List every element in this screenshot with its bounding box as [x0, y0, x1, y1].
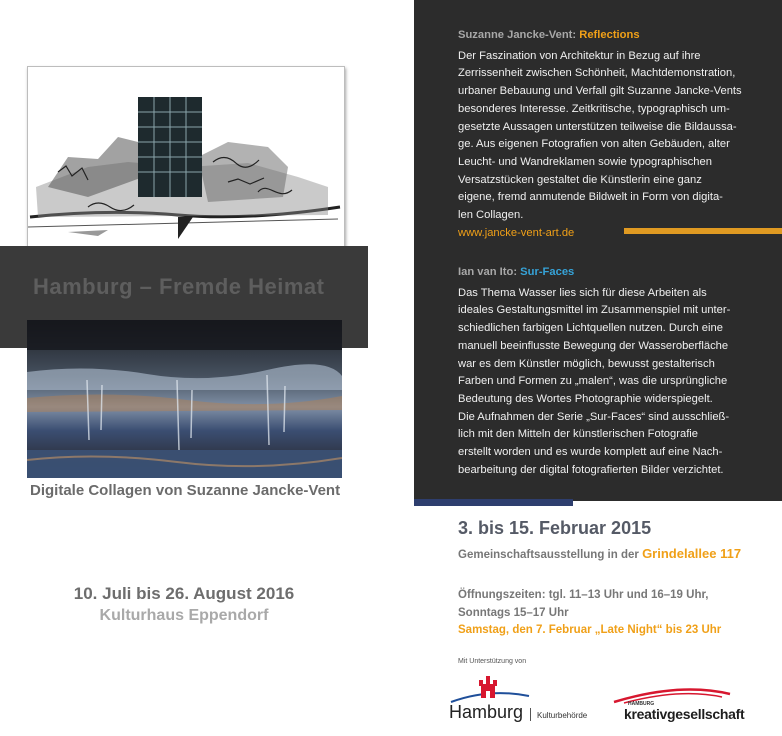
text-line: lich mit den Mitteln der künstlerischen Fotografie — [458, 428, 699, 441]
left-dates: 10. Juli bis 26. August 2016 — [73, 584, 295, 603]
artist2-heading — [458, 264, 743, 282]
kreativgesellschaft-wordmark: kreativgesellschaft — [624, 706, 745, 722]
artist2-block — [458, 264, 743, 479]
support-label: Mit Unterstützung von — [458, 658, 527, 665]
orange-stripe — [624, 228, 782, 234]
location-prefix: Gemeinschaftsausstellung in der — [458, 549, 643, 561]
exhibition-location — [458, 546, 741, 561]
text-line: schiedlichen farbigen Lichtquellen nutzen. Durch eine — [458, 322, 723, 335]
text-line: ge. Aus eigenen Fotografien von alten Gebäuden, alter — [458, 138, 730, 151]
text-line: Zerrissenheit zwischen Schönheit, Machtdemonstration, — [458, 67, 736, 80]
text-line: gesetzte Aussagen unterstützen teilweise die Bildaussa- — [458, 120, 737, 133]
text-line: Farben und Formen zu „malen“, was die ursprüngliche — [458, 375, 728, 388]
collage-subtitle: Digitale Collagen von Suzanne Jancke-Vent — [30, 482, 341, 499]
text-line: war es dem Künstler möglich, bewusst gestalterisch — [458, 357, 715, 370]
exhibition-dates: 3. bis 15. Februar 2015 — [458, 518, 652, 538]
text-line: manuell beeinflusste Bewegung der Wasseroberfläche — [458, 339, 729, 352]
text-line: eigene, fremd anmutende Bildwelt in Form von digita- — [458, 191, 723, 204]
artist1-description — [458, 48, 743, 225]
hamburg-wordmark: Hamburg — [449, 702, 524, 722]
text-line: Der Faszination von Architektur in Bezug auf ihre — [458, 49, 701, 62]
navy-stripe — [414, 499, 573, 506]
kreativgesellschaft-small-label: HAMBURG — [628, 701, 655, 707]
text-line: ideales Gestaltungsmittel im Zusammenspiel mit unter- — [458, 304, 731, 317]
text-line: besonderes Interesse. Zeitkritische, typographisch um- — [458, 102, 730, 115]
text-line: Das Thema Wasser lies sich für diese Arbeiten als — [458, 286, 707, 299]
hours-line: Öffnungszeiten: tgl. 11–13 Uhr und 16–19 Uhr, — [458, 589, 709, 601]
artist1-work: Reflections — [579, 29, 640, 41]
exhibition-title: Hamburg – Fremde Heimat — [33, 274, 325, 299]
text-line: Bedeutung des Wortes Photographie widerspiegelt. — [458, 392, 713, 405]
hours-line: Sonntags 15–17 Uhr — [458, 606, 569, 619]
artist2-description — [458, 285, 743, 480]
artist1-name: Suzanne Jancke-Vent: — [458, 29, 577, 41]
artist1-heading — [458, 27, 743, 45]
artist2-work: Sur-Faces — [520, 266, 575, 278]
text-line: erstellt worden und es wurde komplett auf eine Nach- — [458, 446, 723, 459]
kulturbehoerde-label: Kulturbehörde — [537, 711, 588, 720]
water-reflection-photo — [27, 320, 342, 478]
location-address: Grindelallee 117 — [642, 546, 742, 561]
artist1-block — [458, 27, 743, 242]
text-line: urbaner Bebauung und Verfall gilt Suzanne Jancke-Vents — [458, 85, 742, 98]
text-line: Versatzstücken gestaltet die Künstlerin eine ganz — [458, 173, 702, 186]
text-line: Die Aufnahmen der Serie „Sur-Faces“ sind ausschließ- — [458, 410, 730, 423]
artist1-website-link[interactable]: www.jancke-vent-art.de — [458, 226, 575, 239]
artist2-name: Ian van Ito: — [458, 266, 518, 278]
text-line: Leucht- und Wandreklamen sowie typographischen — [458, 155, 712, 168]
text-line: bearbeitung der digital fotografierten Bilder verzichtet. — [458, 463, 724, 476]
text-line: len Collagen. — [458, 209, 524, 222]
architecture-collage-photo — [27, 66, 345, 262]
left-venue: Kulturhaus Eppendorf — [99, 607, 269, 624]
opening-hours — [458, 587, 721, 640]
late-night-line: Samstag, den 7. Februar „Late Night“ bis 23 Uhr — [458, 624, 722, 636]
logo-separator — [530, 708, 531, 721]
